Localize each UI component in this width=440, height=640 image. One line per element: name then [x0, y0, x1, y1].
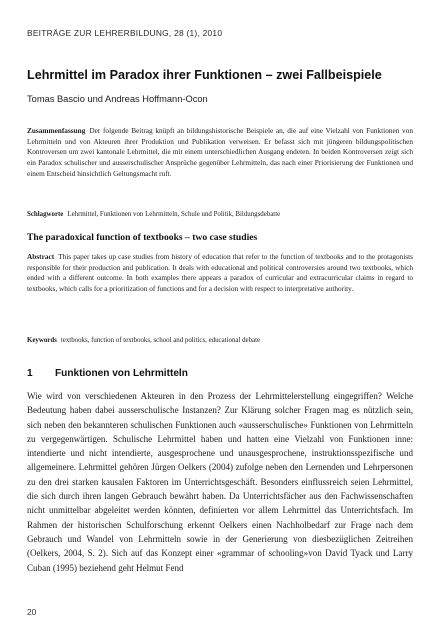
article-title: Lehrmittel im Paradox ihrer Funktionen – zwei Fallbeispiele	[27, 68, 382, 82]
german-summary	[27, 126, 413, 180]
english-title: The paradoxical function of textbooks – two case studies	[27, 232, 258, 243]
german-keywords	[27, 210, 413, 221]
running-head: BEITRÄGE ZUR LEHRERBILDUNG, 28 (1), 2010	[27, 28, 223, 38]
keywords-en-text: textbooks, function of textbooks, school and politics, educational debate	[60, 337, 261, 344]
keywords-de-label: Schlagworte	[27, 211, 64, 218]
section-title: Funktionen von Lehrmitteln	[55, 368, 188, 379]
article-authors: Tomas Bascio und Andreas Hoffmann-Ocon	[27, 94, 208, 104]
section-number: 1	[27, 368, 33, 379]
abstract-label: Abstract	[27, 252, 55, 261]
page-number: 20	[27, 607, 37, 617]
section-heading	[27, 368, 188, 379]
keywords-de-text: Lehrmittel, Funktionen von Lehrmitteln, Schule und Politik, Bildungsdebatte	[67, 211, 281, 218]
section-body: Wie wird von verschiedenen Akteuren in den Prozess der Lehrmittelerstellung eingegriffen? Welche Bedeutung haben dabei ausserschulische Instanzen? Zur Klärung solcher Fragen mag es nützlich sein, sich neben den bekannteren schulischen Funktionen auch «ausserschulische» Funktionen von Lehrmitteln zu vergegenwärtigen. Schulische Lehrmittel haben und hatten eine Vielzahl von Funktionen inne: intendierte und nicht intendierte, ausgesprochene und unausgesprochene, instruktionsspezifische und allgemeinere. Lehrmittel gehören Jürgen Oelkers (2004) zufolge neben den Lernenden und Lehrpersonen zu den drei starken kausalen Faktoren im Unterrichtsgeschäft. Besonders einflussreich seien Lehrmittel, die sich durch ihren langen Gebrauch bewährt haben. Da Unterrichtsfächer aus den Fachwissenschaften nicht unmittelbar abgeleitet werden könnten, definierten vor allem Lehrmittel das Unterrichtsfach. Im Rahmen der historischen Schulforschung erkennt Oelkers einen Nachholbedarf zur Frage nach dem Gebrauch und Wandel von Lehrmitteln sowie in der Generierung von diesbezüglichen Zeitreihen (Oelkers, 2004, S. 2). Sich auf das Konzept einer «grammar of schooling»von David Tyack und Larry Cuban (1995) beziehend geht Helmut Fend	[27, 391, 413, 573]
abstract-text: This paper takes up case studies from history of education that refer to the function of textbooks and to the protagonists responsible for their production and publication. It deals with educational and political controversies around two textbooks, which ended with a different outcome. In both examples there appears a paradox of curricular and extracurricular claims in regard to textbooks, which calls for a prioritization of functions and for a decision with respect to interpretative authority.	[27, 252, 413, 294]
keywords-en-label: Keywords	[27, 337, 57, 344]
summary-text: Der folgende Beitrag knüpft an bildungshistorische Beispiele an, die auf eine Vielzahl von Funktionen von Lehrmitteln und von Akteuren ihrer Produktion und Publikation verweisen. Er befasst sich mit jüngeren bildungspolitischen Kontroversen um zwei kantonale Lehrmittel, die mit einem unterschiedlichen Ausgang endeten. In beiden Kontroversen zeigt sich ein Paradox schulischer und ausserschulischer Ansprüche gegenüber Lehrmitteln, das nach einer Priorisierung der Funktionen und einem Entscheid hinsichtlich Geltungsmacht ruft.	[27, 126, 413, 178]
english-keywords	[27, 336, 413, 347]
summary-label: Zusammenfassung	[27, 126, 86, 135]
english-abstract	[27, 252, 413, 295]
